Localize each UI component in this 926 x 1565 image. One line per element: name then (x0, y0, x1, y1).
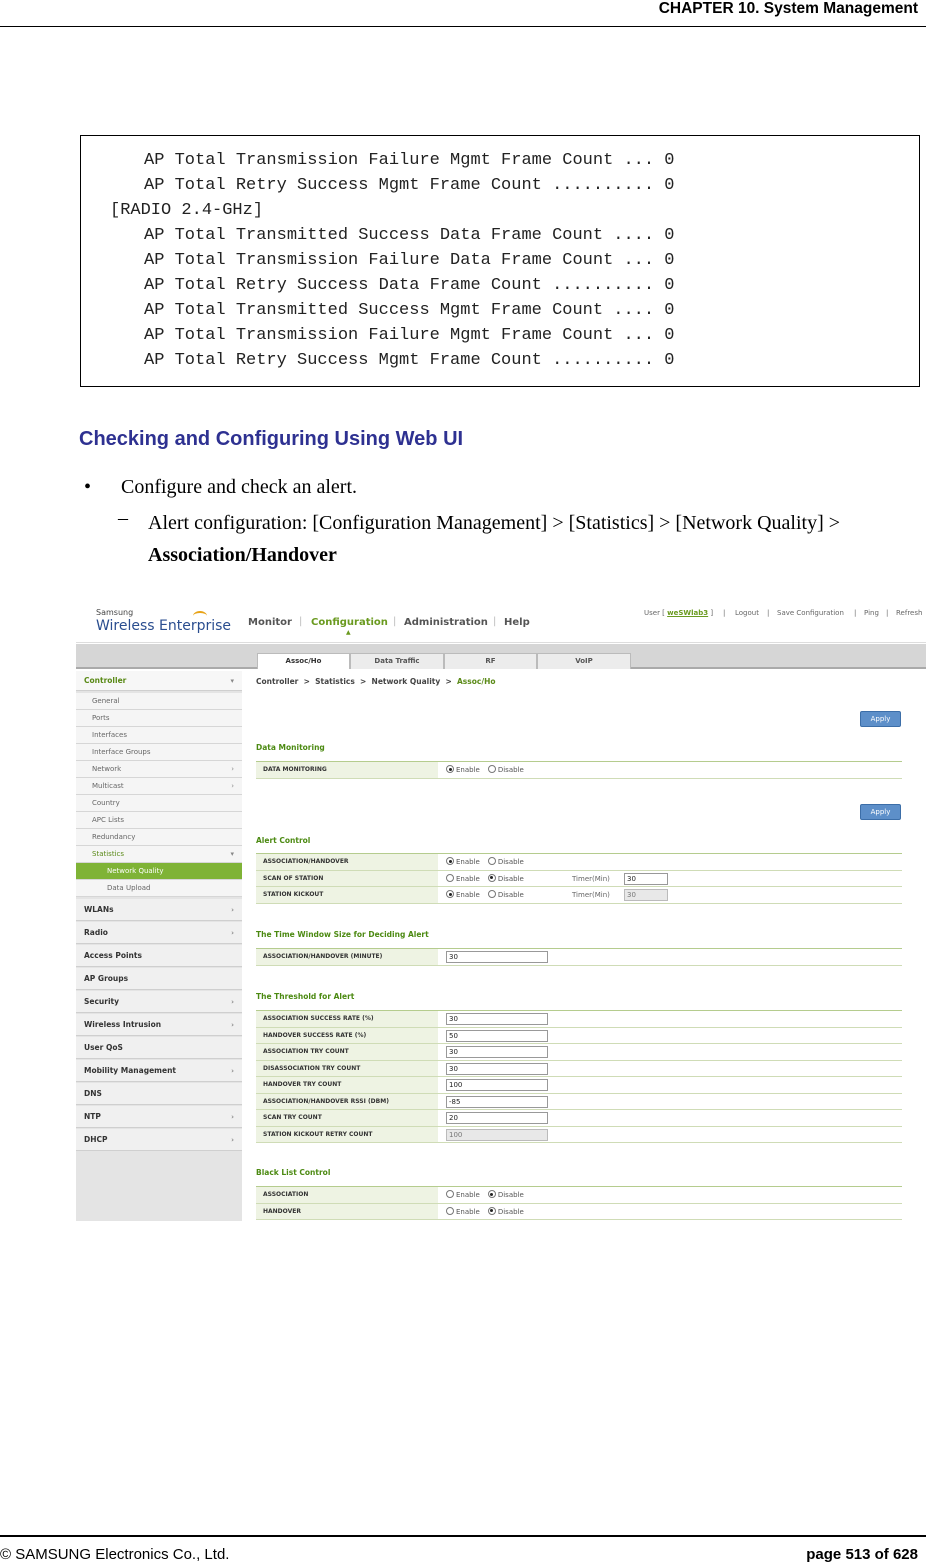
group-title-black-list: Black List Control (256, 1168, 331, 1177)
tab-assoc-ho[interactable]: Assoc/Ho (257, 653, 350, 669)
sidebar-item-label: Controller (84, 676, 127, 685)
field-label: DATA MONITORING (256, 762, 438, 778)
chevron-right-icon: › (231, 1067, 234, 1075)
field-label: SCAN OF STATION (256, 871, 438, 887)
sidebar-item-dhcp[interactable] (76, 1129, 242, 1151)
footer-copyright: © SAMSUNG Electronics Co., Ltd. (0, 1546, 230, 1563)
radio-option-enable[interactable] (446, 854, 480, 870)
radio-option-disable[interactable] (488, 1187, 524, 1203)
bullet-marker: • (84, 476, 92, 498)
field-label: HANDOVER TRY COUNT (256, 1077, 438, 1093)
sidebar-item-ap-groups[interactable] (76, 968, 242, 990)
chevron-right-icon: › (231, 906, 234, 914)
chevron-right-icon: › (231, 782, 234, 790)
sidebar-item-label: Mobility Management (84, 1066, 176, 1075)
radio-option-disable[interactable] (488, 1204, 524, 1220)
field-label: HANDOVER SUCCESS RATE (%) (256, 1028, 438, 1044)
form-row (256, 1028, 902, 1045)
dash-text-plain: Alert configuration: [Configuration Management] > [Statistics] > [Network Quality] > (148, 512, 841, 534)
timer-label: Timer(Min) (572, 891, 610, 899)
group-title-threshold: The Threshold for Alert (256, 992, 355, 1001)
radio-label: Enable (456, 1191, 480, 1199)
cli-output-box (80, 135, 920, 387)
sidebar-item-label: DHCP (84, 1135, 108, 1144)
field-value (438, 887, 902, 903)
sidebar-sub-multicast[interactable] (76, 778, 242, 795)
code-line: AP Total Retry Success Mgmt Frame Count .......... 0 (144, 176, 675, 195)
radio-off-icon (446, 1207, 454, 1215)
field-value (438, 1044, 902, 1060)
main-content (256, 671, 902, 1221)
code-line: AP Total Retry Success Data Frame Count .......... 0 (144, 276, 675, 295)
field-label: ASSOCIATION (256, 1187, 438, 1203)
code-line: AP Total Retry Success Mgmt Frame Count .......... 0 (144, 351, 675, 370)
field-value (438, 854, 902, 870)
field-value (438, 1187, 902, 1203)
tab-rf[interactable]: RF (444, 653, 537, 669)
dash-text (148, 507, 868, 571)
page-header (0, 0, 926, 27)
top-bar (76, 599, 926, 643)
apply-button[interactable]: Apply (860, 711, 901, 727)
save-configuration-link[interactable]: Save Configuration (777, 609, 844, 617)
dash-marker: – (118, 507, 128, 529)
threshold-input-disabled: 100 (446, 1129, 548, 1141)
form-row (256, 1127, 902, 1144)
sidebar-item-controller[interactable] (76, 671, 242, 691)
sidebar-item-label: User QoS (84, 1043, 123, 1052)
radio-label: Disable (497, 858, 524, 866)
kickout-timer-input: 30 (624, 889, 668, 901)
field-value (438, 871, 902, 887)
radio-label: Enable (456, 874, 480, 883)
field-label: STATION KICKOUT RETRY COUNT (256, 1127, 438, 1143)
form-row (256, 887, 902, 904)
nav-monitor[interactable]: Monitor (248, 617, 292, 628)
form-row (256, 1187, 902, 1204)
nav-separator: | (493, 616, 497, 627)
sidebar-sub-apc-lists[interactable]: APC Lists (76, 812, 242, 829)
nav-active-caret-icon: ▲ (346, 629, 351, 636)
sidebar-sub-network-quality[interactable]: Network Quality (76, 863, 242, 880)
nav-configuration[interactable]: Configuration (311, 617, 388, 628)
radio-label: Enable (456, 858, 480, 866)
radio-option-disable[interactable] (488, 854, 524, 870)
chevron-right-icon: › (231, 1136, 234, 1144)
user-suffix: ] (710, 609, 714, 617)
field-label: ASSOCIATION TRY COUNT (256, 1044, 438, 1060)
chevron-right-icon: › (231, 765, 234, 773)
chevron-right-icon: › (231, 998, 234, 1006)
sidebar-item-label: NTP (84, 1112, 101, 1121)
nav-separator: | (299, 616, 303, 627)
nav-administration[interactable]: Administration (404, 617, 488, 628)
sidebar-sub-label: Network (92, 765, 122, 773)
util-separator: | (723, 609, 726, 617)
radio-on-icon (446, 890, 454, 898)
sidebar-sub-general[interactable]: General (76, 693, 242, 710)
threshold-input[interactable]: 50 (446, 1030, 548, 1042)
logo-wireless-enterprise: Wireless Enterprise (96, 618, 232, 634)
sidebar-sub-ports[interactable]: Ports (76, 710, 242, 727)
threshold-table (256, 1010, 902, 1143)
form-row (256, 949, 902, 966)
sidebar-item-label: WLANs (84, 905, 114, 914)
timer-label: Timer(Min) (572, 874, 610, 883)
radio-on-icon (446, 857, 454, 865)
radio-label: Disable (497, 1207, 524, 1216)
radio-option-enable[interactable] (446, 871, 480, 887)
user-name-link[interactable]: weSWlab3 (667, 609, 709, 617)
alert-control-table (256, 853, 902, 904)
sidebar-item-wireless-intrusion[interactable] (76, 1014, 242, 1036)
code-line: AP Total Transmission Failure Data Frame Count ... 0 (144, 251, 675, 270)
radio-on-icon (488, 874, 496, 882)
field-label: ASSOCIATION/HANDOVER RSSI (DBM) (256, 1094, 438, 1110)
chevron-down-icon: ▾ (230, 677, 234, 685)
nav-separator: | (393, 616, 397, 627)
threshold-input[interactable]: -85 (446, 1096, 548, 1108)
form-row (256, 1061, 902, 1078)
web-ui-screenshot (76, 599, 926, 1221)
field-value (438, 1028, 902, 1044)
sidebar-sub-network[interactable] (76, 761, 242, 778)
form-row (256, 1110, 902, 1127)
radio-option-enable[interactable] (446, 1204, 480, 1220)
user-prefix: User [ (644, 609, 665, 617)
user-indicator (644, 609, 713, 617)
field-value (438, 1077, 902, 1093)
dash-text-bold: Association/Handover (148, 544, 337, 566)
field-value (438, 1011, 902, 1027)
threshold-input[interactable]: 30 (446, 1046, 548, 1058)
field-value (438, 949, 902, 965)
form-row (256, 854, 902, 871)
apply-button[interactable]: Apply (860, 804, 901, 820)
sidebar-item-mobility-management[interactable] (76, 1060, 242, 1082)
threshold-input[interactable]: 20 (446, 1112, 548, 1124)
sidebar-item-label: Wireless Intrusion (84, 1020, 162, 1029)
sidebar-sub-country[interactable]: Country (76, 795, 242, 812)
sidebar (76, 671, 242, 1221)
radio-off-icon (488, 890, 496, 898)
field-value (438, 1110, 902, 1126)
util-separator: | (767, 609, 770, 617)
field-value (438, 1127, 902, 1143)
black-list-table (256, 1186, 902, 1220)
radio-option-enable[interactable] (446, 762, 480, 778)
code-line: AP Total Transmitted Success Data Frame Count .... 0 (144, 226, 675, 245)
radio-on-icon (446, 765, 454, 773)
logo-wave-icon (193, 611, 207, 621)
threshold-input[interactable]: 30 (446, 1013, 548, 1025)
sidebar-item-label: Security (84, 997, 120, 1006)
time-window-input[interactable]: 30 (446, 951, 548, 963)
group-title-time-window: The Time Window Size for Deciding Alert (256, 930, 429, 939)
scan-timer-input[interactable]: 30 (624, 873, 668, 885)
refresh-link[interactable]: Refresh (896, 609, 923, 617)
form-row (256, 762, 902, 779)
radio-off-icon (446, 1190, 454, 1198)
field-value (438, 762, 902, 778)
sidebar-sub-interfaces[interactable]: Interfaces (76, 727, 242, 744)
sidebar-item-access-points[interactable] (76, 945, 242, 967)
radio-label: Disable (497, 766, 524, 774)
radio-option-disable[interactable] (488, 762, 524, 778)
form-row (256, 1204, 902, 1221)
chevron-right-icon: › (231, 1021, 234, 1029)
radio-option-enable[interactable] (446, 887, 480, 903)
sidebar-sub-redundancy[interactable]: Redundancy (76, 829, 242, 846)
form-row (256, 1094, 902, 1111)
tab-data-traffic[interactable]: Data Traffic (350, 653, 444, 669)
sidebar-sub-statistics[interactable] (76, 846, 242, 863)
logout-link[interactable]: Logout (735, 609, 759, 617)
radio-option-disable[interactable] (488, 871, 524, 887)
sidebar-item-wlans[interactable] (76, 899, 242, 921)
sidebar-item-radio[interactable] (76, 922, 242, 944)
sidebar-item-security[interactable] (76, 991, 242, 1013)
breadcrumb (256, 677, 496, 686)
util-separator: | (854, 609, 857, 617)
field-label: STATION KICKOUT (256, 887, 438, 903)
group-title-data-monitoring: Data Monitoring (256, 743, 325, 752)
field-label: SCAN TRY COUNT (256, 1110, 438, 1126)
sidebar-item-label: DNS (84, 1089, 102, 1098)
form-row (256, 1011, 902, 1028)
sidebar-item-user-qos[interactable] (76, 1037, 242, 1059)
radio-label: Disable (497, 891, 524, 899)
sidebar-item-label: Access Points (84, 951, 142, 960)
logo-samsung: Samsung (96, 608, 134, 617)
field-value (438, 1061, 902, 1077)
radio-label: Enable (456, 766, 480, 774)
code-line: AP Total Transmission Failure Mgmt Frame Count ... 0 (144, 326, 675, 345)
field-label: ASSOCIATION/HANDOVER (256, 854, 438, 870)
sidebar-item-ntp[interactable] (76, 1106, 242, 1128)
section-title: Checking and Configuring Using Web UI (79, 428, 464, 450)
radio-label: Disable (497, 1191, 524, 1199)
radio-off-icon (488, 765, 496, 773)
time-window-table (256, 948, 902, 966)
sidebar-item-label: Radio (84, 928, 108, 937)
sidebar-sub-data-upload[interactable]: Data Upload (76, 880, 242, 897)
data-monitoring-table (256, 761, 902, 779)
radio-label: Disable (497, 874, 524, 883)
radio-off-icon (488, 857, 496, 865)
footer-rule (0, 1535, 926, 1537)
sidebar-sub-label: Multicast (92, 782, 124, 790)
code-line: AP Total Transmission Failure Mgmt Frame Count ... 0 (144, 151, 675, 170)
radio-on-icon (488, 1207, 496, 1215)
radio-label: Enable (456, 891, 480, 899)
sidebar-sub-interface-groups[interactable]: Interface Groups (76, 744, 242, 761)
radio-option-disable[interactable] (488, 887, 524, 903)
breadcrumb-current: Assoc/Ho (457, 677, 496, 686)
code-line: [RADIO 2.4-GHz] (110, 201, 264, 220)
form-row (256, 871, 902, 888)
radio-option-enable[interactable] (446, 1187, 480, 1203)
field-value (438, 1204, 902, 1220)
code-line: AP Total Transmitted Success Mgmt Frame Count .... 0 (144, 301, 675, 320)
threshold-input[interactable]: 100 (446, 1079, 548, 1091)
breadcrumb-path: Controller > Statistics > Network Quality > (256, 677, 457, 686)
form-row (256, 1077, 902, 1094)
ping-link[interactable]: Ping (864, 609, 879, 617)
sidebar-sub-label: Statistics (92, 850, 124, 858)
sidebar-item-dns[interactable] (76, 1083, 242, 1105)
footer-page-number: page 513 of 628 (806, 1546, 918, 1563)
nav-help[interactable]: Help (504, 617, 530, 628)
sidebar-item-label: AP Groups (84, 974, 129, 983)
field-label: ASSOCIATION SUCCESS RATE (%) (256, 1011, 438, 1027)
radio-on-icon (488, 1190, 496, 1198)
chevron-down-icon: ▾ (230, 850, 234, 858)
chapter-title: CHAPTER 10. System Management (658, 0, 918, 17)
radio-off-icon (446, 874, 454, 882)
chevron-right-icon: › (231, 929, 234, 937)
field-value (438, 1094, 902, 1110)
field-label: DISASSOCIATION TRY COUNT (256, 1061, 438, 1077)
field-label: ASSOCIATION/HANDOVER (MINUTE) (256, 949, 438, 965)
tab-voip[interactable]: VoIP (537, 653, 631, 669)
tab-bar (76, 644, 926, 669)
chevron-right-icon: › (231, 1113, 234, 1121)
form-row (256, 1044, 902, 1061)
field-label: HANDOVER (256, 1204, 438, 1220)
group-title-alert-control: Alert Control (256, 836, 311, 845)
radio-label: Enable (456, 1207, 480, 1216)
util-separator: | (886, 609, 889, 617)
threshold-input[interactable]: 30 (446, 1063, 548, 1075)
bullet-text: Configure and check an alert. (121, 476, 358, 498)
